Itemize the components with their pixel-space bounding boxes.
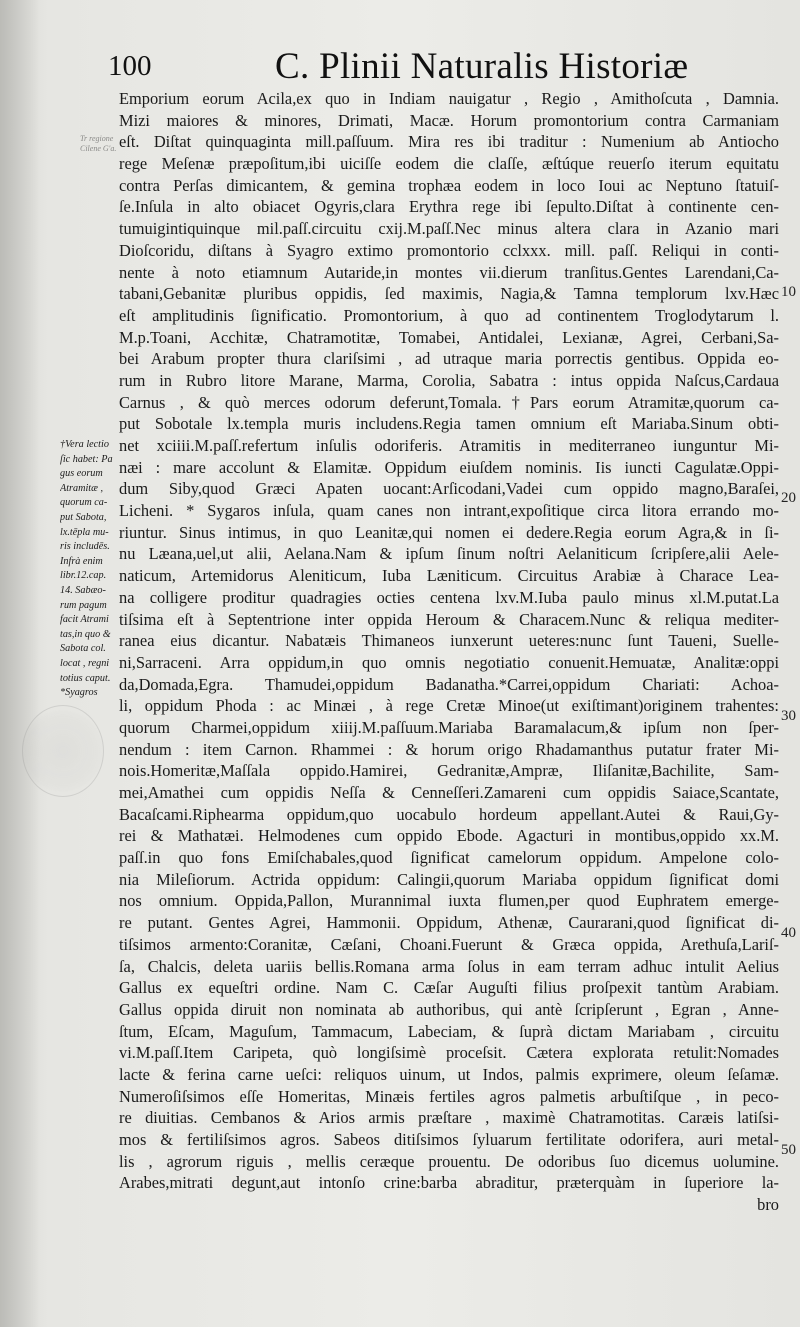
sidenote-line: put Sabota, — [60, 511, 107, 523]
text-line: paſſ.in quo fons Emiſchabales,quod ſignificat camelorum oppidum. Ampelone colo- — [119, 848, 779, 868]
sidenote-line: Infrà enim — [60, 555, 103, 567]
main-text-block — [119, 88, 779, 1216]
sidenote-line: rum pagum — [60, 599, 107, 611]
text-line: tiſsima eſt à Septentrione inter oppida Heroum & Characem.Nunc & reliqua mediter- — [119, 609, 779, 629]
text-line: Numeroſiſsimos eſſe Homeritas, Minæis fertiles agros palmetis arbuſtiſque , in peco- — [119, 1086, 779, 1106]
text-line: ni,Sarraceni. Arra oppidum,in quo omnis negotiatio conuenit.Hemuatæ, Analitæ:oppi — [119, 652, 779, 672]
text-line: M.p.Toani, Acchitæ, Chatramotitæ, Tomabei, Antidalei, Lexianæ, Agrei, Cerbani,Sa- — [119, 327, 779, 347]
sidenote-line: tas,in quo & — [60, 628, 111, 640]
text-line: naticum, Artemidorus Aleniticum, Iuba Læniticum. Circuitus Arabiæ à Charace Lea- — [119, 566, 779, 586]
line-number-30: 30 — [781, 708, 796, 724]
sidenote-line: *Syagros — [60, 687, 98, 699]
text-line: ſtum, Eſcam, Maguſum, Tammacum, Labeciam, & ſuprà dictam Mariabam , circuitu — [119, 1021, 779, 1041]
sidenote-line: gus eorum — [60, 468, 103, 480]
faded-margin-note-line: Tr regione — [80, 134, 114, 143]
sidenote-line: 14. Sabæo- — [60, 584, 106, 596]
sidenote-line: quorum ca- — [60, 497, 108, 509]
page-number: 100 — [108, 50, 152, 82]
text-line: nos omnium. Oppida,Pallon, Murannimal iuxta flumen,per quod Euphratem emerge- — [119, 891, 779, 911]
text-line: re putant. Gentes Agrei, Hammonii. Oppidum, Athenæ, Caurarani,quod ſignificat di- — [119, 913, 779, 933]
sidenote-line: totius caput. — [60, 672, 111, 684]
faded-margin-note — [80, 134, 120, 154]
line-number-20: 20 — [781, 490, 796, 506]
text-line: nu Læana,uel,ut alii, Aelana.Nam & ipſum ſinum noſtri Aelaniticum ſcripſere,alii Aele- — [119, 544, 779, 564]
text-line: Emporium eorum Acila,ex quo in Indiam nauigatur , Regio , Amithoſcuta , Damnia. — [119, 89, 779, 108]
text-line: quorum Charmei,oppidum xiiij.M.paſſuum.Mariaba Baramalacum,& ipſum non ſper- — [119, 717, 779, 737]
text-line: Carnus , & quò merces odorum deferunt,Tomala.†Pars eorum Atramitæ,quorum ca- — [119, 392, 779, 412]
sidenote-line: ris includēs. — [60, 541, 110, 553]
text-line: Gallus ex equeſtri ordine. Nam C. Cæſar Auguſti filius proſpexit tantùm Arabiam. — [119, 978, 779, 998]
text-line: Mizi maiores & minores, Drimati, Macæ. Horum promontorium contra Carmaniam — [119, 110, 779, 130]
text-line: nois.Homeritæ,Maſſala oppido.Hamirei, Gedranitæ,Ampræ, Iliſanitæ,Bachilite, Sam- — [119, 761, 779, 781]
text-line: nente à noto etiamnum Autaride,in montes vii.dierum tranſitus.Gentes Larendani,Ca- — [119, 262, 779, 282]
text-line: eſt amplitudinis ſignificatio. Promontorium, à quo ad continentem Troglodytarum l. — [119, 305, 779, 325]
text-line: da,Domada,Egra. Thamudei,oppidum Badanatha.*Carrei,oppidum Chariati: Achoa- — [119, 674, 779, 694]
sidenote-line: Sabota col. — [60, 643, 106, 655]
text-line: eſt. Diſtat quinquaginta mill.paſſuum. Mira res ibi traditur : Numenium ab Antiocho — [119, 132, 779, 152]
faded-margin-note-line: Cilene G'a. — [80, 144, 117, 153]
text-line: na colligere proditur quadragies octies centena lxv.M.Iuba paulo minus xl.M.putat.La — [119, 587, 779, 607]
sidenote-line: lx.tēpla mu- — [60, 526, 109, 538]
text-line: Arabes,mitrati degunt,aut intonſo crine:barba abraditur, præterquàm in ſuperiore la- — [119, 1173, 779, 1193]
sidenote-line: ſic habet: Pa — [60, 453, 113, 465]
sidenote-line: †Vera lectio — [60, 439, 109, 450]
text-line: nendum : item Carnon. Rhammei : & horum origo Rhadamanthus putatur frater Mi- — [119, 739, 779, 759]
text-line: ſa, Chalcis, deleta uariis bellis.Romana arma ſolus in eam terram adhuc intulit Aelius — [119, 956, 779, 976]
text-line: Licheni. * Sygaros inſula, quam canes non intrant,expoſitique circa litora errando mo- — [119, 501, 779, 521]
text-line: dum Siby,quod Græci Apaten uocant:Arſicodani,Vadei cum oppido magno,Baraſei, — [119, 479, 779, 499]
text-line: re diuitias. Cembanos & Arios armis præſtare , maximè Chatramotitas. Caræis latiſsi- — [119, 1108, 779, 1128]
sidenote-line: libr.12.cap. — [60, 570, 107, 582]
text-line: tiſsimos armento:Coranitæ, Cæſani, Choani.Fuerunt & Græca oppida, Arethuſa,Lariſ- — [119, 934, 779, 954]
text-line: tabani,Gebanitæ pluribus oppidis, ſed maximis, Nagia,& Tamna templorum lxv.Hæc — [119, 284, 779, 304]
sidenote-line: Atramitæ , — [60, 482, 104, 494]
text-line: mos & fertiliſsimos agros. Sabeos ditiſsimos ſyluarum fertilitate odorifera, auri metal- — [119, 1130, 779, 1149]
text-line: contra Perſas dimicantem, & gemina trophæa eodem in loco Ioui ac Neptuno ſtatuiſ- — [119, 175, 779, 195]
text-line: mei,Amathei cum oppidis Neſſa & Cenneſſeri.Zamareni cum oppidis Saiace,Scantate, — [119, 783, 779, 802]
line-number-10: 10 — [781, 284, 796, 300]
text-line: riuntur. Sinus intimus, in quo Leanitæ,qui nomen ei dedere.Regia eorum Agra,& in ſi- — [119, 522, 779, 542]
text-line: ſe.Inſula in alto obiacet Ogyris,clara Erythra rege ibi ſepulto.Diſtat à continente cen- — [119, 197, 779, 217]
text-line: lacte & ferina carne ueſci: reliquos uinum, ut Indos, palmis exprimere, oleum ſeſamæ. — [119, 1064, 779, 1084]
text-line: li, oppidum Phoda : ac Minæi , à rege Cretæ Minoe(ut exiſtimant)originem trahentes: — [119, 696, 779, 716]
running-head: C. Plinii Naturalis Historiæ — [275, 46, 689, 87]
text-line: net xciiii.M.paſſ.refertum inſulis odoriferis. Atramitis in mediterraneo iunguntur Mi- — [119, 436, 779, 455]
text-line: rei & Mathatæi. Helmodenes cum oppido Ebode. Agacturi in montibus,oppido xx.M. — [119, 826, 779, 846]
text-line: Gallus oppida diruit non nominata ab authoribus, qui antè ſcripſerunt , Egran , Anne- — [119, 999, 779, 1019]
sidenote-line: locat , regni — [60, 657, 110, 669]
text-line: Dioſcoridu, diſtans à Syagro extimo promontorio cclxxx. mill. paſſ. Reliqui in conti- — [119, 240, 779, 260]
library-stamp-mark — [22, 705, 104, 797]
text-line: lis , agrorum riguis , mellis ceræque prouentu. De odoribus ſuo dicemus uolumine. — [119, 1151, 779, 1171]
text-line: Bacaſcami.Riphearma oppidum,quo uocabulo hordeum appellant.Autei & Raui,Gy- — [119, 804, 779, 824]
text-line: rum in Rubro litore Marane, Marma, Corolia, Sabatra : intus oppida Naſcus,Cardaua — [119, 370, 779, 390]
text-line: ranea eius dicantur. Nabatæis Thimaneos iunxerunt ueteres:nunc ſunt Taueni, Suelle- — [119, 631, 779, 651]
marginal-sidenote — [60, 438, 118, 701]
sidenote-line: facit Atrami — [60, 614, 109, 626]
text-line: tumuigintiquinque mil.paſſ.circuitu cxij.M.paſſ.Nec minus altera clara in Azanio mari — [119, 219, 779, 239]
line-number-40: 40 — [781, 925, 796, 941]
text-line: rege Meſenæ præpoſitum,ibi uiciſſe eodem die claſſe, æſtúque reuerſo iterum equitatu — [119, 154, 779, 174]
text-line: bei Arabum propter thura clariſsimi , ad utraque maria porrectis gentibus. Oppida eo- — [119, 349, 779, 369]
text-line: næi : mare accolunt & Elamitæ. Oppidum eiuſdem nominis. Iis iuncti Cagulatæ.Oppi- — [119, 457, 779, 477]
text-line: put Sobotale lx.templa muris includens.Regia tamen omnium eſt Mariaba.Sinum obti- — [119, 414, 779, 434]
line-number-50: 50 — [781, 1142, 796, 1158]
text-line: vi.M.paſſ.Item Caripeta, quò longiſsimè proceſsit. Cætera explorata retulit:Nomades — [119, 1043, 779, 1063]
text-line: bro — [757, 1195, 779, 1215]
binding-shadow — [0, 0, 40, 1327]
text-line: nia Mileſiorum. Actrida oppidum: Calingii,quorum Mariaba oppidum ſignificat domi — [119, 869, 779, 889]
